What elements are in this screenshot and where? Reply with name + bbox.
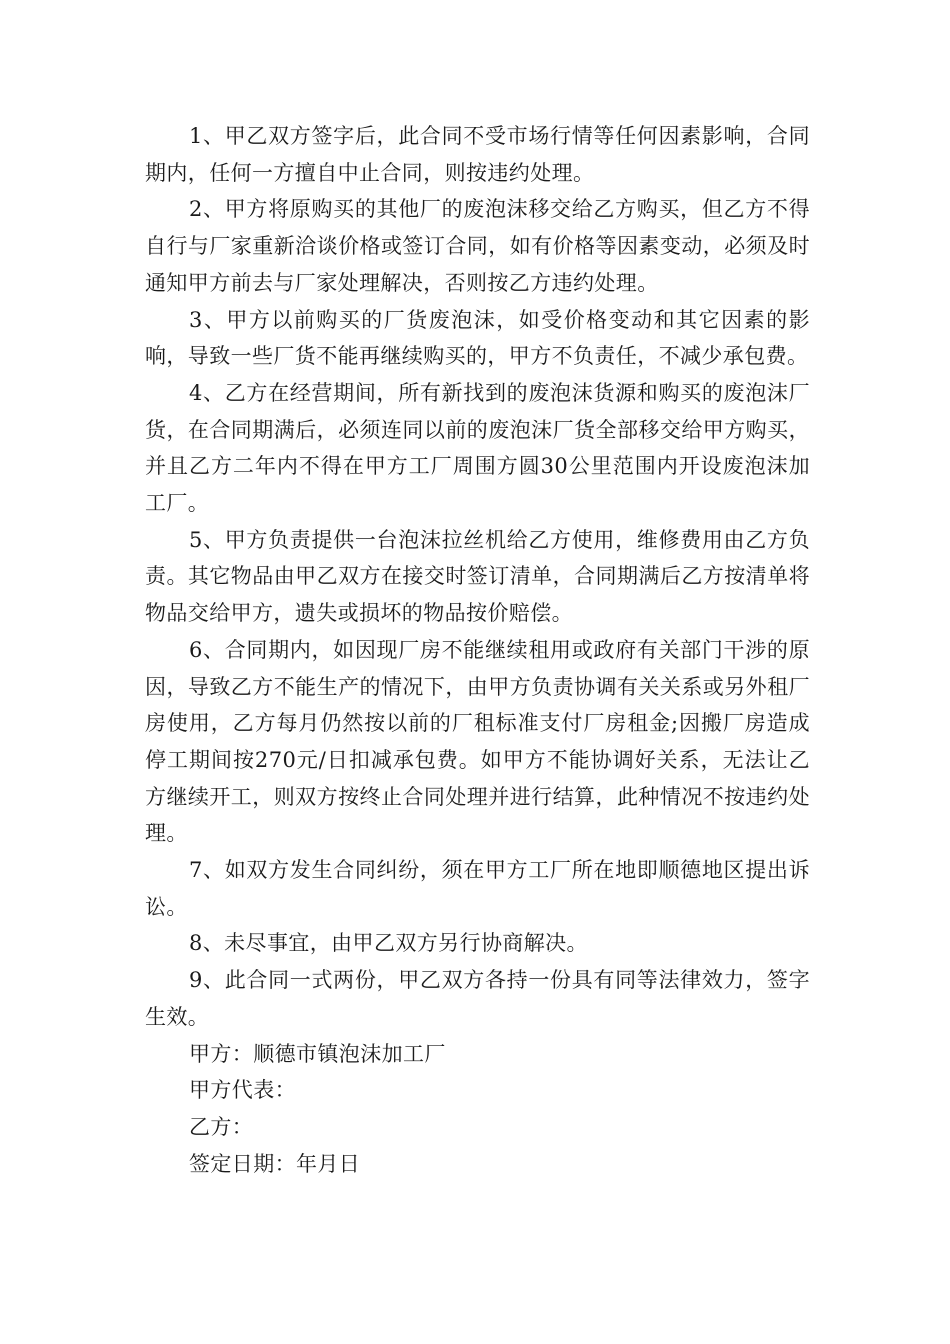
party-b-line: 乙方： (189, 1114, 254, 1139)
clause-5: 5、甲方负责提供一台泡沫拉丝机给乙方使用，维修费用由乙方负责。其它物品由甲乙双方在接交时签订清单，合同期满后乙方按清单将物品交给甲方，遗失或损坏的物品按价赔偿。 (145, 527, 810, 626)
clause-9: 9、此合同一式两份，甲乙双方各持一份具有同等法律效力，签字生效。 (145, 968, 810, 1029)
party-a-line: 甲方：顺德市镇泡沫加工厂 (189, 1041, 446, 1066)
clause-6: 6、合同期内，如因现厂房不能继续租用或政府有关部门干涉的原因，导致乙方不能生产的情况下，由甲方负责协调有关关系或另外租厂房使用，乙方每月仍然按以前的厂租标准支付厂房租金;因搬厂房造成停工期间按270元/日扣减承包费。如甲方不能协调好关系，无法让乙方继续开工，则双方按终止合同处理并进行结算，此种情况不按违约处理。 (145, 637, 810, 846)
contract-document (145, 118, 810, 1182)
signing-date-line: 签定日期：年月日 (189, 1151, 361, 1176)
clause-3: 3、甲方以前购买的厂货废泡沫，如受价格变动和其它因素的影响，导致一些厂货不能再继续购买的，甲方不负责任，不减少承包费。 (145, 307, 810, 369)
party-a-representative-line: 甲方代表： (189, 1078, 296, 1103)
clause-4: 4、乙方在经营期间，所有新找到的废泡沫货源和购买的废泡沫厂货，在合同期满后，必须连同以前的废泡沫厂货全部移交给甲方购买，并且乙方二年内不得在甲方工厂周围方圆30公里范围内开设废泡沫加工厂。 (145, 380, 810, 516)
clause-1: 1、甲乙双方签字后，此合同不受市场行情等任何因素影响，合同期内，任何一方擅自中止合同，则按违约处理。 (145, 124, 810, 185)
clause-7: 7、如双方发生合同纠纷，须在甲方工厂所在地即顺德地区提出诉讼。 (145, 858, 810, 919)
clause-8: 8、未尽事宜，由甲乙双方另行协商解决。 (189, 931, 588, 956)
clause-2: 2、甲方将原购买的其他厂的废泡沫移交给乙方购买，但乙方不得自行与厂家重新洽谈价格或签订合同，如有价格等因素变动，必须及时通知甲方前去与厂家处理解决，否则按乙方违约处理。 (145, 197, 810, 295)
signature-block (145, 1036, 810, 1183)
